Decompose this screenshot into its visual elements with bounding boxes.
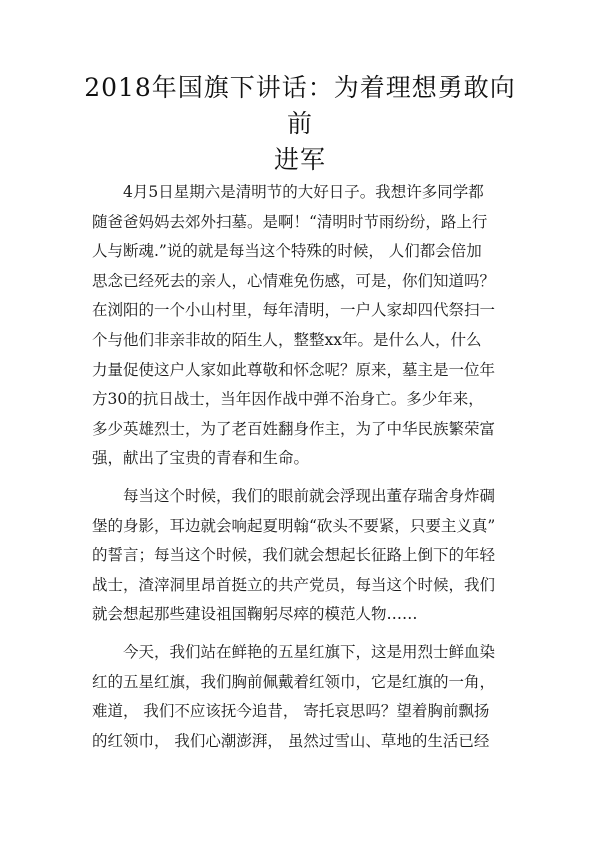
text-line: 堡的身影，耳边就会响起夏明翰“砍头不要紧，只要主义真”	[92, 516, 496, 535]
document-body	[92, 178, 510, 764]
text-line: 就会想起那些建设祖国鞠躬尽瘁的模范人物……	[92, 605, 418, 624]
text-line: 强，献出了宝贵的青春和生命。	[92, 449, 310, 468]
text-line: 在浏阳的一个小山村里，每年清明，一户人家却四代祭扫一	[92, 301, 496, 320]
title-line-2: 进军	[273, 145, 326, 174]
text-line: 今天，我们站在鲜艳的五星红旗下，这是用烈士鲜血染	[123, 642, 496, 661]
text-line: 力量促使这户人家如此尊敬和怀念呢？原来，墓主是一位年	[92, 360, 496, 379]
text-line: 随爸爸妈妈去郊外扫墓。是啊！“清明时节雨纷纷，路上行	[92, 212, 488, 231]
text-line: 思念已经死去的亲人，心情难免伤感，可是，你们知道吗？	[92, 271, 496, 290]
text-line: 4月5日星期六是清明节的大好日子。我想许多同学都	[123, 183, 484, 201]
text-line: 的誓言；每当这个时候，我们就会想起长征路上倒下的年轻	[92, 546, 496, 565]
text-line: 人与断魂.”说的就是每当这个特殊的时候， 人们都会倍加	[92, 242, 482, 261]
text-line: 战士，渣滓洞里昂首挺立的共产党员，每当这个时候，我们	[92, 575, 496, 594]
document-title	[80, 70, 520, 178]
paragraph-1	[92, 178, 510, 474]
text-line: 方30的抗日战士，当年因作战中弹不治身亡。多少年来，	[92, 390, 484, 409]
text-line: 个与他们非亲非故的陌生人，整整xx年。是什么人，什么	[92, 330, 482, 349]
text-line: 红的五星红旗，我们胸前佩戴着红领巾，它是红旗的一角，	[92, 672, 496, 691]
text-line: 的红领巾， 我们心潮澎湃， 虽然过雪山、草地的生活已经	[92, 731, 490, 750]
paragraph-3	[92, 638, 510, 756]
paragraph-2	[92, 482, 510, 630]
text-line: 多少英雄烈士，为了老百姓翻身作主，为了中华民族繁荣富	[92, 419, 496, 438]
title-line-1: 2018年国旗下讲话：为着理想勇敢向前	[84, 73, 516, 138]
text-line: 难道， 我们不应该抚今追昔， 寄托哀思吗？望着胸前飘扬	[92, 702, 490, 721]
text-line: 每当这个时候，我们的眼前就会浮现出董存瑞舍身炸碉	[123, 486, 496, 505]
